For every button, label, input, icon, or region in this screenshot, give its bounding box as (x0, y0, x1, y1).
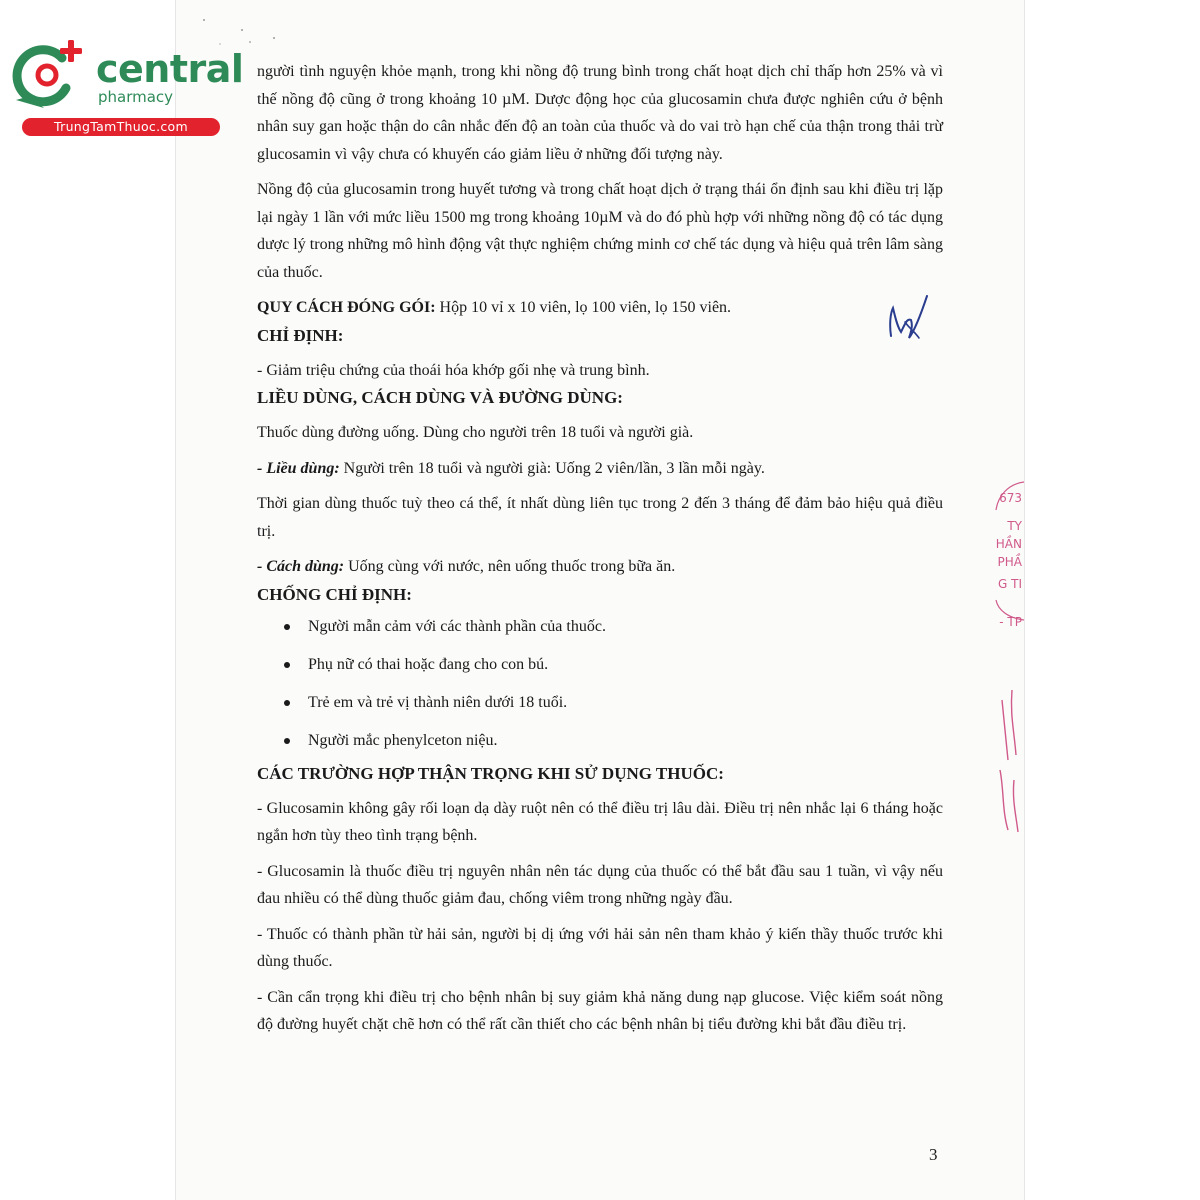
brand-subtitle: pharmacy (98, 88, 174, 106)
usage-label: - Cách dùng: (257, 558, 345, 575)
usage-line (257, 553, 943, 581)
list-item: Trẻ em và trẻ vị thành niên dưới 18 tuổi. (257, 684, 943, 722)
stamp-text: HẦN (995, 537, 1022, 551)
dose-line (257, 455, 943, 483)
caution-3: - Thuốc có thành phần từ hải sản, người bị dị ứng với hải sản nên tham khảo ý kiến thầy thuốc trước khi dùng thuốc. (257, 925, 943, 970)
page-number: 3 (929, 1145, 938, 1164)
central-pharmacy-logo (10, 36, 244, 136)
list-item: Người mẫn cảm với các thành phần của thuốc. (257, 608, 943, 646)
dose-label: - Liều dùng: (257, 459, 340, 477)
indication-heading: CHỈ ĐỊNH: (257, 325, 344, 345)
list-item: Người mắc phenylceton niệu. (257, 722, 943, 760)
dosage-heading: LIỀU DÙNG, CÁCH DÙNG VÀ ĐƯỜNG DÙNG: (257, 388, 623, 407)
duration-text: Thời gian dùng thuốc tuỳ theo cá thể, ít nhất dùng liên tục trong 2 đến 3 tháng để đảm bảo hiệu quả điều trị. (257, 495, 943, 540)
caution-1: - Glucosamin không gây rối loạn dạ dày ruột nên có thể điều trị lâu dài. Điều trị nên nhắc lại 6 tháng hoặc ngắn hơn tùy theo tình trạng bệnh. (257, 799, 943, 844)
packaging-line (257, 294, 943, 322)
paragraph-steady-state: Nồng độ của glucosamin trong huyết tương và trong chất hoạt dịch ở trạng thái ổn định sau khi điều trị lặp lại ngày 1 lần với mức liều 1500 mg trong khoảng 10µM và do đó phù hợp với những nồng độ có tác dụng dược lý trong những mô hình động vật thực nghiệm chứng minh cơ chế tác dụng và hiệu quả trên lâm sàng của thuốc. (257, 181, 943, 281)
caution-heading: CÁC TRƯỜNG HỢP THẬN TRỌNG KHI SỬ DỤNG THUỐC: (257, 763, 724, 783)
central-pharmacy-logo-icon (10, 38, 86, 110)
dosage-route: Thuốc dùng đường uống. Dùng cho người trên 18 tuổi và người già. (257, 424, 694, 441)
stamp-text: 673 (999, 491, 1022, 505)
paragraph-pharmacokinetics: người tình nguyện khỏe mạnh, trong khi nồng độ trung bình trong chất hoạt dịch chỉ thấp hơn 25% và vì thế nồng độ cũng ở trong khoảng 10 µM. Dược động học của glucosamin chưa được nghiên cứu ở bệnh nhân suy gan hoặc thận do cân nhắc đến độ an toàn của thuốc và do vai trò hạn chế của thận trong thải trừ glucosamin vì vậy chưa có khuyến cáo giảm liều ở những đối tượng này. (257, 63, 943, 163)
stamp-text: TY (1007, 519, 1022, 533)
stamp-text: - TP (999, 615, 1022, 629)
brand-name: central (96, 47, 244, 91)
caution-4: - Cần cẩn trọng khi điều trị cho bệnh nhân bị suy giảm khả năng dung nạp glucose. Việc kiểm soát nồng độ đường huyết chặt chẽ hơn có thể rất cần thiết cho các bệnh nhân bị tiểu đường khi bắt đầu điều trị. (257, 988, 943, 1033)
packaging-text: Hộp 10 vỉ x 10 viên, lọ 100 viên, lọ 150 viên. (435, 299, 732, 316)
contraindication-heading: CHỐNG CHỈ ĐỊNH: (257, 584, 412, 604)
caution-2: - Glucosamin là thuốc điều trị nguyên nhân nên tác dụng của thuốc có thể bắt đầu sau 1 tuần, vì vậy nếu đau nhiều có thể dùng thuốc giảm đau, chống viêm trong những ngày đầu. (257, 862, 943, 907)
list-item: Phụ nữ có thai hoặc đang cho con bú. (257, 646, 943, 684)
stamp-text: G TI (998, 577, 1022, 591)
dose-text: Người trên 18 tuổi và người già: Uống 2 viên/lần, 3 lần mỗi ngày. (339, 459, 765, 477)
document-body (257, 58, 943, 1039)
handwritten-initials (885, 292, 933, 344)
stamp-text: PHẦ (997, 555, 1022, 569)
brand-url: TrungTamThuoc.com (22, 118, 220, 136)
contraindication-list (257, 608, 943, 760)
company-stamp (978, 470, 1024, 850)
packaging-label: QUY CÁCH ĐÓNG GÓI: (257, 299, 436, 316)
indication-text: - Giảm triệu chứng của thoái hóa khớp gối nhẹ và trung bình. (257, 361, 650, 379)
usage-text: Uống cùng với nước, nên uống thuốc trong bữa ăn. (344, 558, 676, 575)
